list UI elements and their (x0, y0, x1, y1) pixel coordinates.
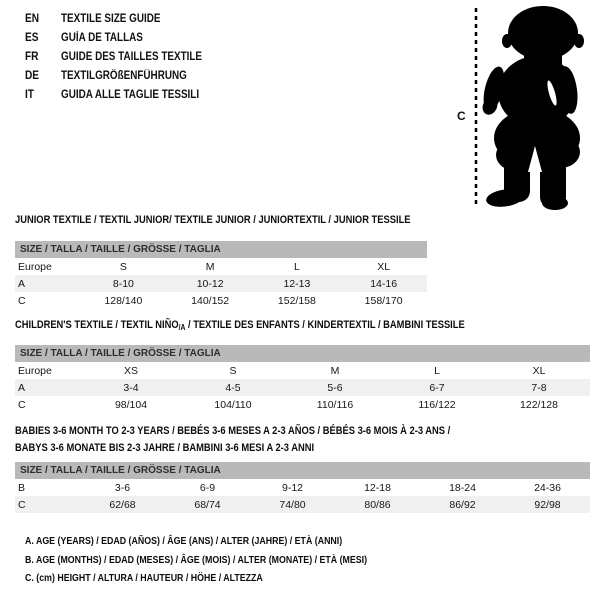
language-title: GUIDA ALLE TAGLIE TESSILI (61, 88, 200, 101)
age-cell: 24-36 (534, 481, 561, 494)
age-cell: 9-12 (281, 481, 303, 494)
age-cell: 6-7 (386, 379, 488, 396)
babies-table-title-line2: BABYS 3-6 MONATE BIS 2-3 JAHRE / BAMBINI 3-6 MESI A 2-3 ANNI (15, 442, 315, 454)
junior-size-table (15, 241, 427, 309)
height-cell: 68/74 (165, 496, 250, 513)
language-title: TEXTILE SIZE GUIDE (61, 12, 161, 25)
babies-size-table (15, 462, 590, 513)
size-cell: XS (123, 364, 138, 377)
language-code: IT (25, 88, 35, 101)
age-cell: 12-18 (364, 481, 391, 494)
height-cell: 98/104 (114, 398, 148, 411)
size-cell: M (205, 260, 215, 273)
language-code: DE (25, 69, 40, 82)
age-cell: 18-24 (449, 481, 476, 494)
language-code: FR (25, 50, 39, 63)
babies-table-title-line1: BABIES 3-6 MONTH TO 2-3 YEARS / BEBÉS 3-6 MESES A 2-3 AÑOS / BÉBÉS 3-6 MOIS À 2-3 ANS / (15, 425, 451, 437)
row-label: C (15, 496, 80, 513)
table-row-height (15, 292, 427, 309)
legend-note-b: B. AGE (MONTHS) / EDAD (MESES) / ÂGE (MOIS) / ALTER (MONATE) / ETÀ (MESI) (25, 553, 368, 566)
height-cell: 128/140 (104, 294, 143, 307)
height-cell: 62/68 (80, 496, 165, 513)
size-cell: XL (377, 260, 391, 273)
size-header-label: SIZE / TALLA / TAILLE / GRÖSSE / TAGLIA (15, 462, 590, 479)
size-cell: S (119, 260, 127, 273)
row-label: A (15, 275, 80, 292)
height-cell: 74/80 (250, 496, 335, 513)
language-row-fr (25, 47, 225, 66)
age-cell: 14-16 (340, 275, 427, 292)
children-table-title (15, 319, 465, 331)
age-cell: 3-4 (80, 379, 182, 396)
height-cell: 122/128 (520, 398, 558, 411)
junior-table-title: JUNIOR TEXTILE / TEXTIL JUNIOR/ TEXTILE JUNIOR / JUNIORTEXTIL / JUNIOR TESSILE (15, 214, 411, 226)
language-row-en (25, 9, 225, 28)
legend-note-c: C. (cm) HEIGHT / ALTURA / HAUTEUR / HÖHE / ALTEZZA (25, 572, 263, 584)
height-cell: 158/170 (364, 294, 403, 307)
table-row-europe (15, 362, 590, 379)
age-cell: 5-6 (284, 379, 386, 396)
language-row-es (25, 28, 225, 47)
language-row-it (25, 85, 225, 104)
title-text: / TEXTILE DES ENFANTS / KINDERTEXTIL / BAMBINI TESSILE (185, 319, 465, 331)
language-title: GUIDE DES TAILLES TEXTILE (61, 50, 203, 63)
legend-notes (25, 535, 432, 591)
row-label: Europe (18, 364, 52, 377)
age-cell: 12-13 (254, 275, 341, 292)
row-label: C (18, 398, 26, 411)
age-cell: 10-12 (167, 275, 254, 292)
height-cell: 80/86 (335, 496, 420, 513)
size-header-row (15, 462, 590, 479)
size-header-row (15, 345, 590, 362)
table-row-age (15, 379, 590, 396)
language-title-list (25, 9, 225, 104)
row-label: B (18, 481, 26, 494)
height-cell: 104/110 (214, 398, 252, 411)
age-cell: 8-10 (80, 275, 167, 292)
table-row-months (15, 479, 590, 496)
row-label: C (18, 294, 26, 307)
size-cell: L (434, 364, 440, 377)
language-code: ES (25, 31, 39, 44)
legend-note-a: A. AGE (YEARS) / EDAD (AÑOS) / ÂGE (ANS) / ALTER (JAHRE) / ETÀ (ANNI) (25, 535, 343, 547)
table-row-height (15, 496, 590, 513)
height-cell: 116/122 (418, 398, 456, 411)
toddler-silhouette-icon (448, 0, 600, 215)
row-label: Europe (18, 260, 52, 273)
size-cell: S (229, 364, 237, 377)
age-cell: 6-9 (199, 481, 216, 494)
height-measure-label: C (457, 109, 466, 123)
table-row-age (15, 275, 427, 292)
size-cell: L (293, 260, 300, 273)
height-cell: 140/152 (191, 294, 230, 307)
height-cell: 86/92 (420, 496, 505, 513)
size-header-label: SIZE / TALLA / TAILLE / GRÖSSE / TAGLIA (15, 345, 590, 362)
language-row-de (25, 66, 225, 85)
size-header-row (15, 241, 427, 258)
children-size-table (15, 345, 590, 413)
age-cell: 7-8 (488, 379, 590, 396)
language-code: EN (25, 12, 40, 25)
row-label: A (15, 379, 80, 396)
language-title: TEXTILGRÖßENFÜHRUNG (61, 69, 187, 82)
age-cell: 4-5 (182, 379, 284, 396)
title-subscript: /A (178, 323, 186, 332)
height-cell: 110/116 (316, 398, 354, 411)
height-cell: 152/158 (277, 294, 316, 307)
size-header-label: SIZE / TALLA / TAILLE / GRÖSSE / TAGLIA (15, 241, 427, 258)
title-text: CHILDREN'S TEXTILE / TEXTIL NIÑO (15, 319, 179, 331)
age-cell: 3-6 (114, 481, 131, 494)
table-row-height (15, 396, 590, 413)
toddler-silhouette-figure (448, 0, 600, 215)
size-cell: M (330, 364, 340, 377)
table-row-europe (15, 258, 427, 275)
height-cell: 92/98 (505, 496, 590, 513)
language-title: GUÍA DE TALLAS (61, 31, 143, 44)
size-cell: XL (532, 364, 546, 377)
